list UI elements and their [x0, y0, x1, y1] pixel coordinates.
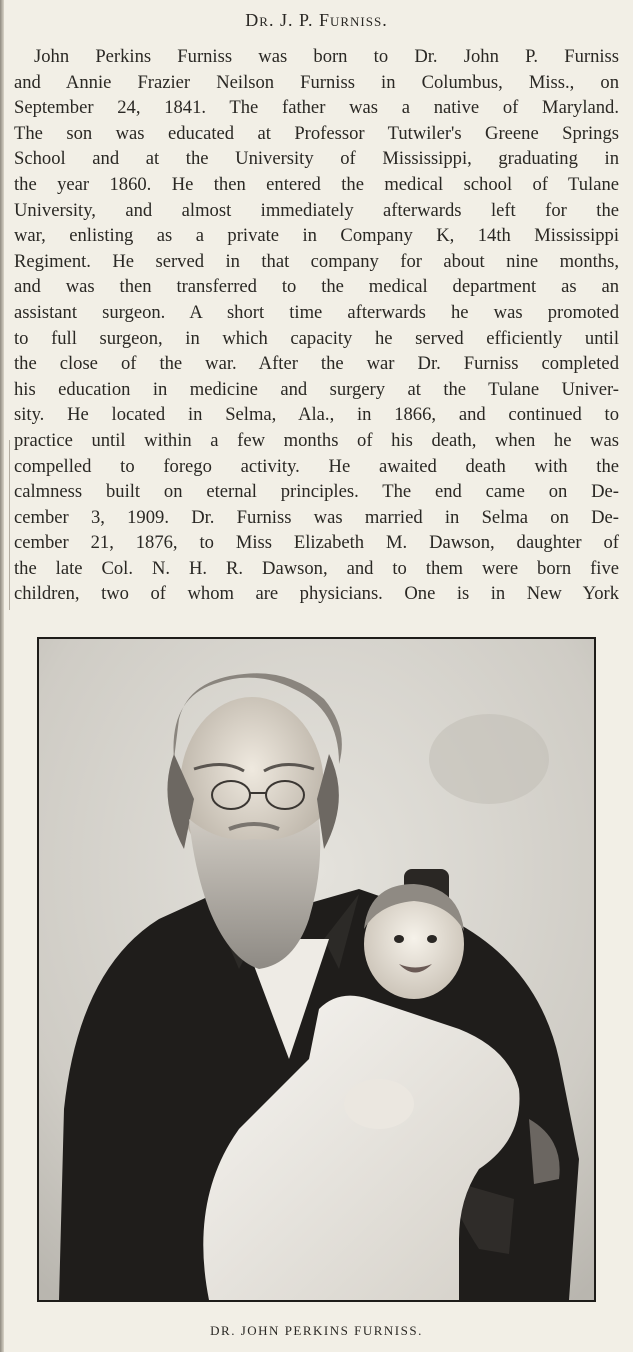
text-line: the year 1860. He then entered the medical school of Tulane: [14, 173, 619, 195]
text-line: cember 21, 1876, to Miss Elizabeth M. Dawson, daughter of: [14, 532, 619, 554]
photo-caption: DR. JOHN PERKINS FURNISS.: [210, 1323, 423, 1338]
text-line: sity. He located in Selma, Ala., in 1866, and continued to: [14, 404, 619, 426]
portrait-illustration: [39, 639, 594, 1300]
text-line: war, enlisting as a private in Company K, 14th Mississippi: [14, 225, 619, 247]
text-line: the close of the war. After the war Dr. Furniss completed: [14, 353, 619, 375]
text-line: his education in medicine and surgery at the Tulane Univer-: [14, 378, 619, 400]
text-line: cember 3, 1909. Dr. Furniss was married in Selma on De-: [14, 506, 619, 528]
text-line: assistant surgeon. A short time afterwards he was promoted: [14, 301, 619, 323]
text-line: compelled to forego activity. He awaited death with the: [14, 455, 619, 477]
baby-arm: [344, 1079, 414, 1129]
text-line: calmness built on eternal principles. The end came on De-: [14, 481, 619, 503]
baby-eye-left: [394, 935, 404, 943]
text-line: children, two of whom are physicians. One is in New York: [14, 583, 619, 605]
biography-text: [14, 44, 619, 607]
text-line: practice until within a few months of his death, when he was: [14, 429, 619, 451]
portrait-photo: [37, 637, 596, 1302]
page-gutter: [0, 0, 4, 1352]
text-line: and Annie Frazier Neilson Furniss in Columbus, Miss., on: [14, 71, 619, 93]
text-line: John Perkins Furniss was born to Dr. John P. Furniss: [34, 46, 619, 67]
text-line: School and at the University of Mississippi, graduating in: [14, 148, 619, 170]
text-line: and was then transferred to the medical department as an: [14, 276, 619, 298]
page-header: Dr. J. P. Furniss.: [245, 10, 388, 30]
text-line: The son was educated at Professor Tutwiler's Greene Springs: [14, 122, 619, 144]
text-line: September 24, 1841. The father was a native of Maryland.: [14, 97, 619, 119]
background-shade: [429, 714, 549, 804]
gutter-mark: [9, 440, 10, 610]
text-line: University, and almost immediately afterwards left for the: [14, 199, 619, 221]
text-line: Regiment. He served in that company for about nine months,: [14, 250, 619, 272]
text-line: the late Col. N. H. R. Dawson, and to them were born five: [14, 557, 619, 579]
text-line: to full surgeon, in which capacity he served efficiently until: [14, 327, 619, 349]
baby-eye-right: [427, 935, 437, 943]
